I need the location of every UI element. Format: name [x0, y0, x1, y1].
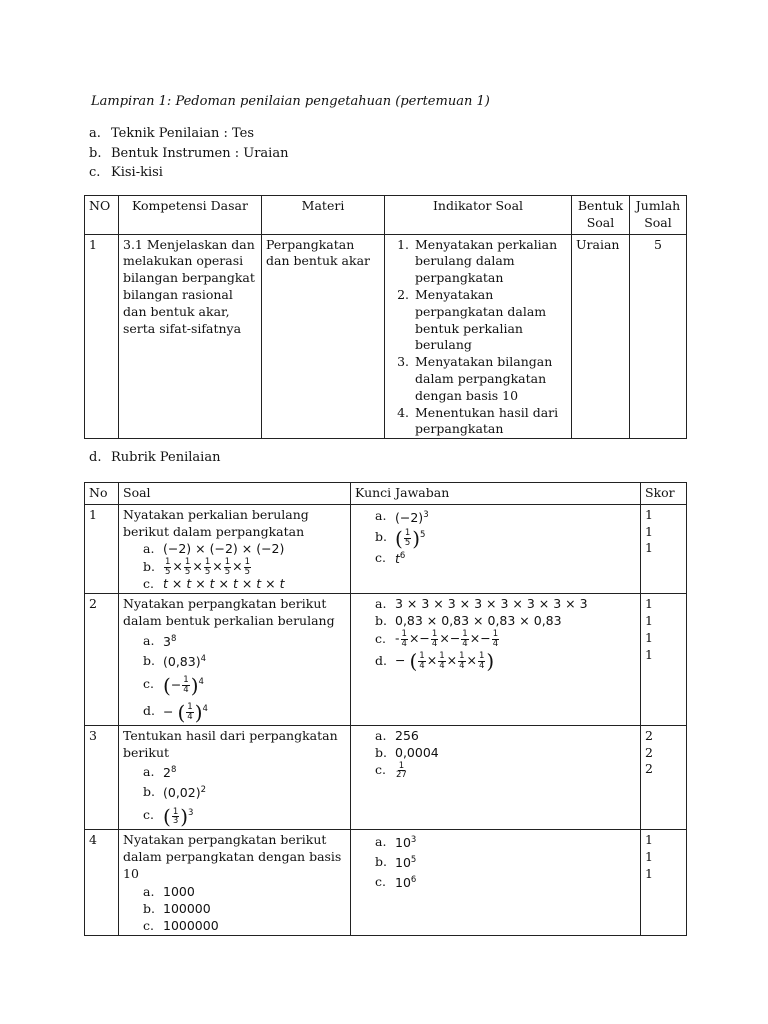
soal-item: a. $3^8$: [143, 632, 177, 650]
fraction-product: $\frac{1}{5}$ × $\frac{1}{5}$ × $\frac{1}{5}$ × $\frac{1}{5}$ × $\frac{1}{5}$: [165, 557, 251, 577]
col-header: Kunci Jawaban: [351, 483, 641, 505]
kunci-item: b. 0,83 × 0,83 × 0,83 × 0,83: [375, 613, 562, 629]
cell-skor: 1 1 1: [641, 830, 687, 935]
cell-kunci: [351, 725, 641, 830]
soal-item: b. $(0,02)^2$: [143, 784, 207, 801]
soal-item: c. ( $\frac{1}{3}$ )$^3$: [143, 804, 194, 829]
col-header: Bentuk Soal: [572, 196, 630, 235]
list-item: a. Teknik Penilaian : Tes: [89, 126, 255, 141]
soal-text: Nyatakan perpangkatan berikut dalam bentuk perkalian berulang: [123, 596, 335, 629]
cell-materi: Perpangkatan dan bentuk akar: [262, 234, 385, 439]
table-row: [85, 594, 687, 726]
col-header: Skor: [641, 483, 687, 505]
table-row: [85, 725, 687, 830]
kunci-item: a. $10^3$: [375, 833, 417, 851]
cell-indikator: [385, 234, 572, 439]
list-item: b. Bentuk Instrumen : Uraian: [89, 145, 289, 161]
kunci-item: b. 0,0004: [375, 744, 439, 760]
cell-no: 2: [85, 594, 119, 726]
soal-item: c. (− $\frac{1}{4}$ )$^4$: [143, 673, 204, 698]
kunci-item: c. $\frac{1}{27}$: [375, 760, 407, 781]
table-row: [85, 830, 687, 935]
rubrik-table: [84, 482, 687, 936]
table-row: [85, 234, 687, 439]
cell-skor: 2 2 2: [641, 725, 687, 830]
soal-item: c. 1000000: [143, 917, 219, 933]
soal-text: Nyatakan perpangkatan berikut dalam perpangkatan dengan basis 10: [123, 832, 342, 881]
soal-item: a. 1000: [143, 883, 195, 899]
cell-no: 3: [85, 725, 119, 830]
soal-item: a. $2^8$: [143, 764, 177, 781]
col-header: Kompetensi Dasar: [119, 196, 262, 235]
cell-jumlah: 5: [630, 234, 687, 439]
kunci-item: b. ( $\frac{1}{5}$ )$^5$: [375, 526, 426, 551]
indikator-item: 2. Menyatakan perpangkatan dalam bentuk perkalian berulang: [413, 287, 567, 354]
indikator-item: 3. Menyatakan bilangan dalam perpangkatan dengan basis 10: [413, 354, 567, 404]
cell-no: 1: [85, 234, 119, 439]
list-item: c. Kisi-kisi: [89, 165, 163, 180]
section-d-heading: d. Rubrik Penilaian: [89, 450, 221, 465]
table-row: [85, 504, 687, 594]
cell-skor: 1 1 1: [641, 504, 687, 594]
cell-soal: [119, 725, 351, 830]
cell-bentuk: Uraian: [572, 234, 630, 439]
cell-kunci: [351, 594, 641, 726]
info-list: [89, 124, 288, 183]
cell-soal: [119, 830, 351, 935]
indikator-item: 1. Menyatakan perkalian berulang dalam perpangkatan: [413, 237, 567, 287]
col-header: Soal: [119, 483, 351, 505]
table-header-row: [85, 196, 687, 235]
col-header: NO: [85, 196, 119, 235]
col-header: No: [85, 483, 119, 505]
cell-soal: [119, 504, 351, 594]
kunci-item: a. $(-2)^3$: [375, 508, 429, 525]
soal-item: b. 100000: [143, 900, 211, 916]
soal-text: Tentukan hasil dari perpangkatan berikut: [123, 727, 338, 760]
cell-kunci: [351, 830, 641, 935]
kunci-item: c. - $\frac{1}{4}$ ×− $\frac{1}{4}$ ×− $\frac{1}{4}$ ×− $\frac{1}{4}$: [375, 629, 499, 649]
col-header: Jumlah Soal: [630, 196, 687, 235]
kunci-item: d. − ( $\frac{1}{4}$ × $\frac{1}{4}$ × $\frac{1}{4}$ × $\frac{1}{4}$ ): [375, 649, 495, 674]
col-header: Indikator Soal: [385, 196, 572, 235]
table-header-row: [85, 483, 687, 505]
cell-kunci: [351, 504, 641, 594]
cell-skor: 1 1 1 1: [641, 594, 687, 726]
soal-item: a. (−2) × (−2) × (−2): [143, 541, 285, 557]
cell-soal: [119, 594, 351, 726]
soal-item: b. $(0,83)^4$: [143, 652, 207, 670]
kunci-item: a. 256: [375, 727, 419, 743]
kunci-item: a. 3 × 3 × 3 × 3 × 3 × 3 × 3 × 3: [375, 596, 588, 612]
soal-text: Nyatakan perkalian berulang berikut dalam perpangkatan: [123, 506, 309, 539]
soal-item: b. $\frac{1}{5}$ × $\frac{1}{5}$ × $\frac{1}{5}$ × $\frac{1}{5}$ × $\frac{1}{5}$: [143, 557, 251, 577]
col-header: Materi: [262, 196, 385, 235]
kunci-item: c. $10^6$: [375, 873, 417, 891]
kisi-kisi-table: [84, 195, 687, 439]
page-title: Lampiran 1: Pedoman penilaian pengetahuan (pertemuan 1): [91, 94, 490, 109]
kunci-item: c. $t^6$: [375, 549, 406, 567]
soal-item: d. − ( $\frac{1}{4}$ )$^4$: [143, 700, 208, 725]
indikator-item: 4. Menentukan hasil dari perpangkatan: [413, 405, 567, 439]
cell-no: 1: [85, 504, 119, 594]
cell-no: 4: [85, 830, 119, 935]
kunci-item: b. $10^5$: [375, 853, 417, 871]
soal-item: c. t × t × t × t × t × t: [143, 576, 285, 592]
cell-kd: 3.1 Menjelaskan dan melakukan operasi bilangan berpangkat bilangan rasional dan bentuk akar, serta sifat-sifatnya: [119, 234, 262, 439]
